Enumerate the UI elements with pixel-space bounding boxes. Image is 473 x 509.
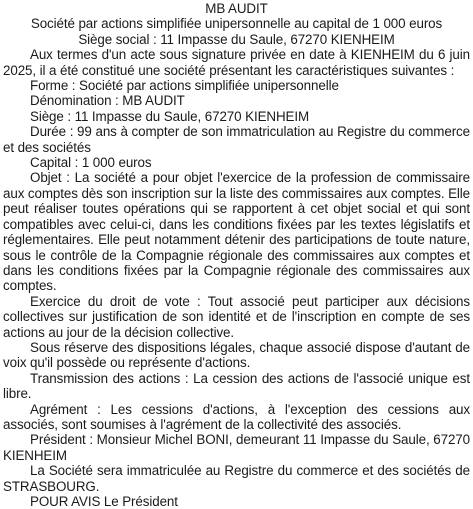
duration-paragraph: Durée : 99 ans à compter de son immatriculation au Registre du commerce et des sociétés bbox=[3, 124, 470, 155]
voting-rights-paragraph: Exercice du droit de vote : Tout associé peut participer aux décisions collectives sur justification de son identité et de l'inscription en compte de ses actions au jour de la décision collective. bbox=[3, 293, 470, 340]
registered-office: Siège social : 11 Impasse du Saule, 67270 KIENHEIM bbox=[78, 31, 395, 47]
signature-paragraph: POUR AVIS Le Président bbox=[30, 494, 178, 509]
approval-paragraph: Agrément : Les cessions d'actions, à l'exception des cessions aux associés, sont soumises à l'agrément de la collectivité des associés. bbox=[3, 401, 470, 432]
share-transfer-paragraph: Transmission des actions : La cession des actions de l'associé unique est libre. bbox=[3, 370, 470, 402]
capital-paragraph: Capital : 1 000 euros bbox=[30, 155, 152, 171]
denomination-paragraph: Dénomination : MB AUDIT bbox=[30, 93, 185, 109]
form-paragraph: Forme : Société par actions simplifiée unipersonnelle bbox=[30, 78, 339, 94]
registration-paragraph: La Société sera immatriculée au Registre du commerce et des sociétés de STRASBOURG. bbox=[3, 463, 470, 494]
seat-paragraph: Siège : 11 Impasse du Saule, 67270 KIENHEIM bbox=[30, 108, 310, 124]
company-name: MB AUDIT bbox=[205, 1, 268, 16]
purpose-paragraph: Objet : La société a pour objet l'exercice de la profession de commissaire aux comptes dès son inscription sur la liste des commissaires aux comptes. Elle peut réaliser toutes opérations qui se rapportent à cet objet social et qui sont compatibles avec celui-ci, dans les conditions fixées par les textes législatifs et réglementaires. Elle peut notamment détenir des participations de toute nature, sous le contrôle de la Compagnie régionale des commissaires aux comptes et dans les conditions fixées par la Compagnie régionale des commissaires aux comptes. bbox=[3, 170, 470, 294]
president-paragraph: Président : Monsieur Michel BONI, demeurant 11 Impasse du Saule, 67270 KIENHEIM bbox=[3, 432, 470, 463]
company-subtitle: Société par actions simplifiée unipersonnelle au capital de 1 000 euros bbox=[30, 16, 443, 32]
deed-intro-paragraph: Aux termes d'un acte sous signature privée en date à KIENHEIM du 6 juin 2025, il a été constitué une société présentant les caractéristiques suivantes : bbox=[3, 47, 470, 78]
votes-paragraph: Sous réserve des dispositions légales, chaque associé dispose d'autant de voix qu'il possède ou représente d'actions. bbox=[3, 339, 470, 371]
